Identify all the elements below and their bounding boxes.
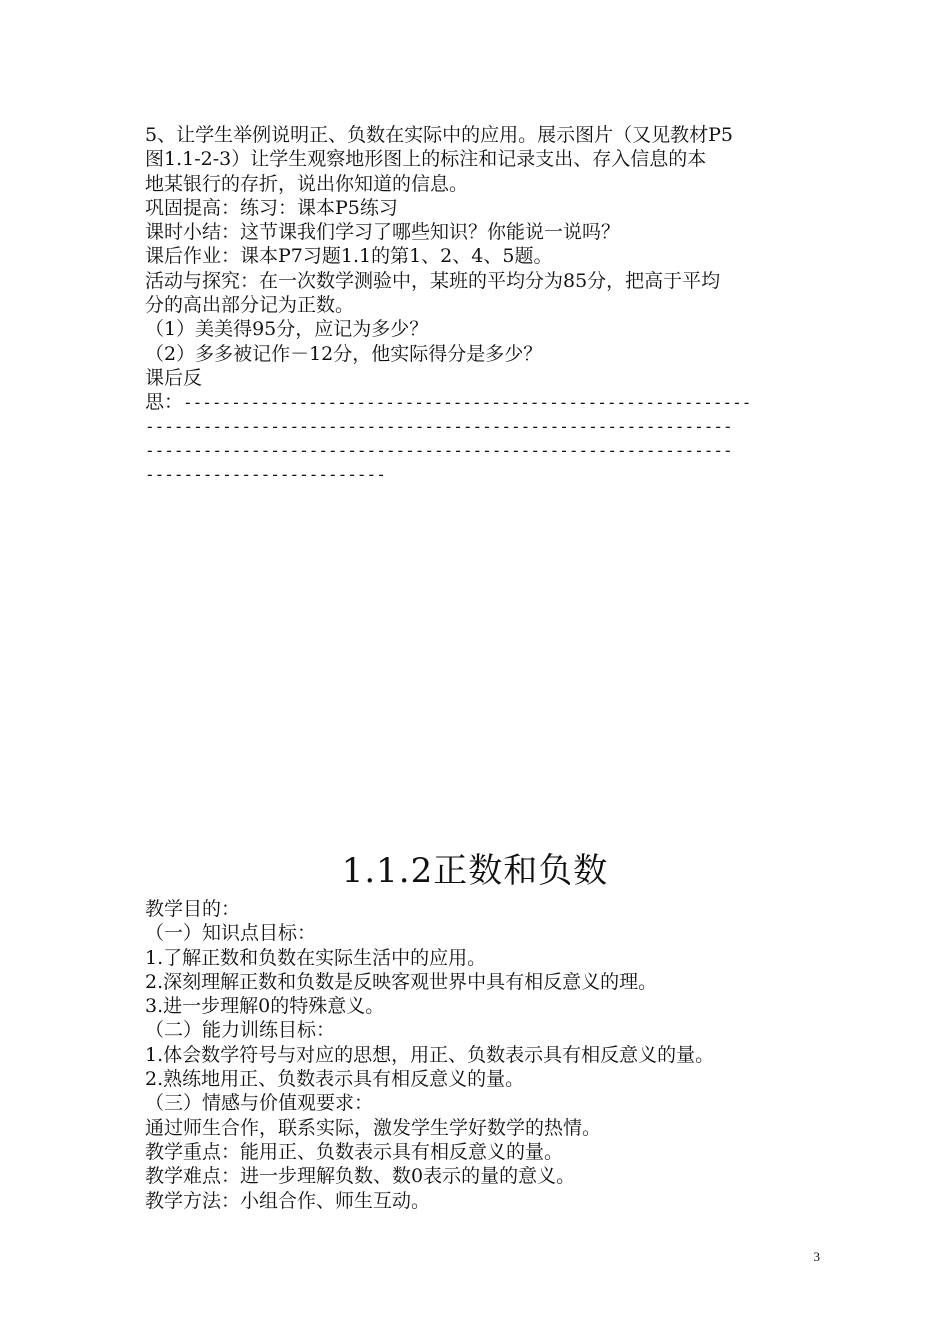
goal-item: 1.了解正数和负数在实际生活中的应用。 (145, 946, 487, 969)
goal-item: 2.熟练地用正、负数表示具有相反意义的量。 (145, 1068, 525, 1091)
ability-heading: （二）能力训练目标： (145, 1019, 336, 1042)
question-2: （2）多多被记作－12分，他实际得分是多少？ (145, 342, 543, 365)
dash-rule: ------------------------------------------------------------- (145, 416, 733, 436)
emotion-heading: （三）情感与价值观要求： (145, 1092, 374, 1115)
teaching-goals (145, 897, 810, 1213)
activity-line: 分的高出部分记为正数。 (145, 294, 355, 317)
goal-item: 1.体会数学符号与对应的思想，用正、负数表示具有相反意义的量。 (145, 1043, 715, 1066)
method: 教学方法：小组合作、师生互动。 (145, 1189, 431, 1212)
question-1: （1）美美得95分，应记为多少？ (145, 318, 429, 341)
reflection-label: 课后反 (145, 366, 203, 389)
goal-item: 3.进一步理解0的特殊意义。 (145, 995, 385, 1018)
knowledge-heading: （一）知识点目标： (145, 922, 317, 945)
key-point: 教学重点：能用正、负数表示具有相反意义的量。 (145, 1140, 564, 1163)
dash-rule: ----------------------------------------------------------- (183, 393, 752, 413)
emotion-text: 通过师生合作，联系实际，激发学生学好数学的热情。 (145, 1116, 602, 1139)
lesson-continuation (145, 123, 810, 487)
difficulty: 教学难点：进一步理解负数、数0表示的量的意义。 (145, 1165, 576, 1188)
text-line: 图1.1-2-3）让学生观察地形图上的标注和记录支出、存入信息的本 (145, 148, 707, 171)
text-line: 地某银行的存折，说出你知道的信息。 (145, 172, 469, 195)
goals-heading: 教学目的： (145, 898, 241, 920)
text-line: 5、让学生举例说明正、负数在实际中的应用。展示图片（又见教材P5 (145, 124, 733, 146)
activity-line: 活动与探究：在一次数学测验中，某班的平均分为85分，把高于平均 (145, 269, 721, 292)
homework-line: 课后作业：课本P7习题1.1的第1、2、4、5题。 (145, 245, 553, 268)
reflection-line (145, 390, 810, 414)
dash-rule: ------------------------- (145, 465, 386, 485)
section-title: 1.1.2正数和负数 (341, 851, 609, 891)
summary-line: 课时小结：这节课我们学习了哪些知识？你能说一说吗？ (145, 221, 621, 244)
reflection-label: 思： (145, 391, 184, 414)
page-number: 3 (813, 1249, 820, 1264)
dash-rule: ------------------------------------------------------------- (145, 440, 733, 460)
consolidate-line: 巩固提高：练习：课本P5练习 (145, 196, 398, 219)
goal-item: 2.深刻理解正数和负数是反映客观世界中具有相反意义的理。 (145, 970, 658, 993)
